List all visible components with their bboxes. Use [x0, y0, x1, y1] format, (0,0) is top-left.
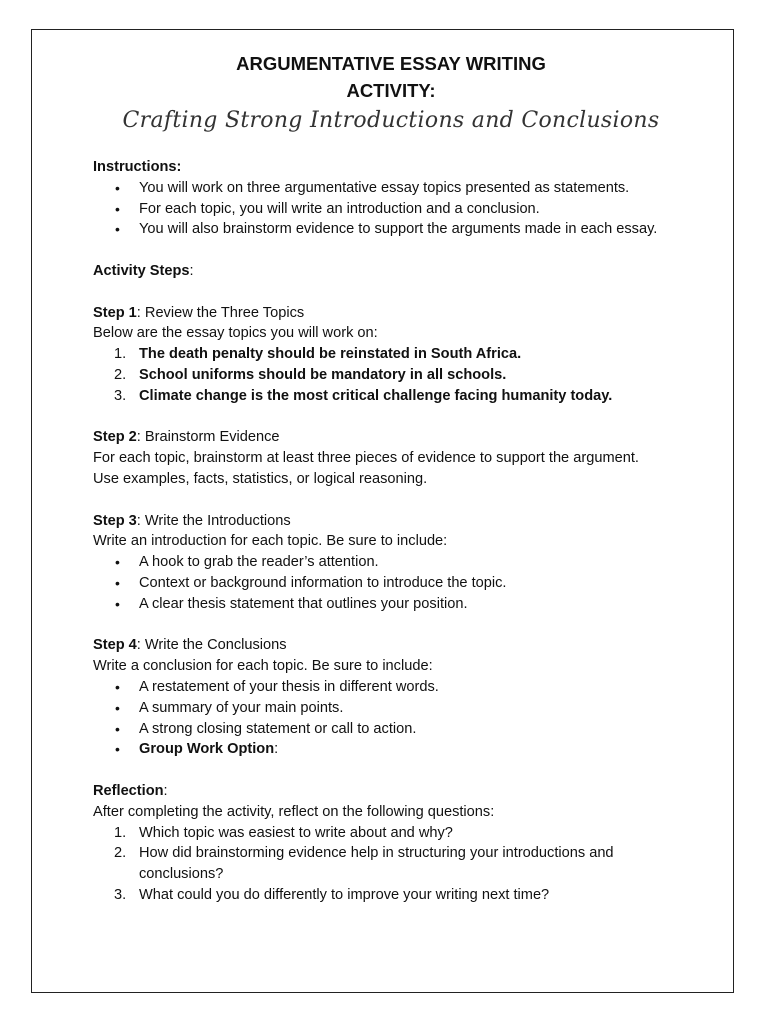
- list-number: 1.: [114, 346, 127, 363]
- list-item: • For each topic, you will write an introduction and a conclusion.: [93, 199, 713, 220]
- list-item: [93, 386, 713, 407]
- activity-steps-heading: [93, 261, 713, 282]
- question-text: Which topic was easiest to write about and why?: [139, 824, 453, 841]
- list-item: [93, 344, 713, 365]
- list-item: [93, 823, 713, 844]
- instructions-heading: Instructions:: [93, 159, 182, 175]
- list-item: • Context or background information to introduce the topic.: [93, 573, 713, 594]
- step-3-title: : Write the Introductions: [136, 512, 291, 529]
- list-number: 1.: [114, 824, 127, 841]
- question-text: What could you do differently to improve your writing next time?: [139, 886, 550, 903]
- step-1-heading: [93, 303, 713, 324]
- step-2-label: Step 2: [93, 429, 137, 446]
- topic-text: Climate change is the most critical challenge facing humanity today.: [139, 387, 613, 404]
- step-3-heading: [93, 511, 713, 532]
- list-item: • A clear thesis statement that outlines your position.: [93, 594, 713, 615]
- list-number: 3.: [114, 886, 127, 903]
- instructions-list: [93, 178, 713, 240]
- list-item: • A restatement of your thesis in different words.: [93, 677, 713, 698]
- topics-list: [93, 344, 713, 406]
- group-work-label: Group Work Option: [139, 741, 275, 758]
- group-work-colon: :: [274, 741, 279, 758]
- step-1-intro: Below are the essay topics you will work on:: [93, 325, 378, 342]
- topic-text: The death penalty should be reinstated in South Africa.: [139, 346, 522, 363]
- document-subtitle: Crafting Strong Introductions and Conclusions: [122, 108, 660, 133]
- activity-steps-colon: :: [189, 262, 194, 279]
- step-2-heading: [93, 427, 713, 448]
- title-line-2: ACTIVITY:: [346, 80, 436, 101]
- list-item: [93, 843, 713, 885]
- reflection-colon: :: [163, 782, 168, 799]
- list-item: • You will work on three argumentative essay topics presented as statements.: [93, 178, 713, 199]
- list-item: [93, 885, 713, 906]
- step-4-heading: [93, 635, 713, 656]
- step-2-line-1: For each topic, brainstorm at least three pieces of evidence to support the argument.: [93, 450, 639, 467]
- list-item: • You will also brainstorm evidence to support the arguments made in each essay.: [93, 219, 713, 240]
- step-3-intro: Write an introduction for each topic. Be sure to include:: [93, 533, 448, 550]
- reflection-label: Reflection: [93, 782, 164, 799]
- question-text-continued: conclusions?: [139, 866, 224, 883]
- list-number: 3.: [114, 387, 127, 404]
- step-2-title: : Brainstorm Evidence: [136, 429, 280, 446]
- list-item: • A summary of your main points.: [93, 698, 713, 719]
- list-item: • A strong closing statement or call to action.: [93, 719, 713, 740]
- step-2-line-2: Use examples, facts, statistics, or logical reasoning.: [93, 470, 428, 487]
- list-item: [93, 365, 713, 386]
- step-3-label: Step 3: [93, 512, 137, 529]
- title-line-1: ARGUMENTATIVE ESSAY WRITING: [236, 53, 546, 74]
- reflection-intro: After completing the activity, reflect on the following questions:: [93, 803, 495, 820]
- reflection-heading: [93, 781, 713, 802]
- document-title: [81, 50, 701, 104]
- reflection-questions: [93, 823, 713, 906]
- step-1-label: Step 1: [93, 304, 137, 321]
- topic-text: School uniforms should be mandatory in all schools.: [139, 366, 507, 383]
- list-number: 2.: [114, 845, 127, 862]
- step-4-intro: Write a conclusion for each topic. Be sure to include:: [93, 658, 433, 675]
- list-item: • A hook to grab the reader’s attention.: [93, 552, 713, 573]
- activity-steps-label: Activity Steps: [93, 262, 190, 279]
- step-4-label: Step 4: [93, 637, 137, 654]
- list-number: 2.: [114, 366, 127, 383]
- step-4-title: : Write the Conclusions: [136, 637, 287, 654]
- introductions-list: [93, 552, 713, 614]
- step-1-title: : Review the Three Topics: [136, 304, 305, 321]
- question-text: How did brainstorming evidence help in structuring your introductions and: [139, 845, 614, 862]
- conclusions-list: [93, 677, 713, 760]
- list-item: [93, 739, 713, 760]
- document-body: [93, 50, 713, 906]
